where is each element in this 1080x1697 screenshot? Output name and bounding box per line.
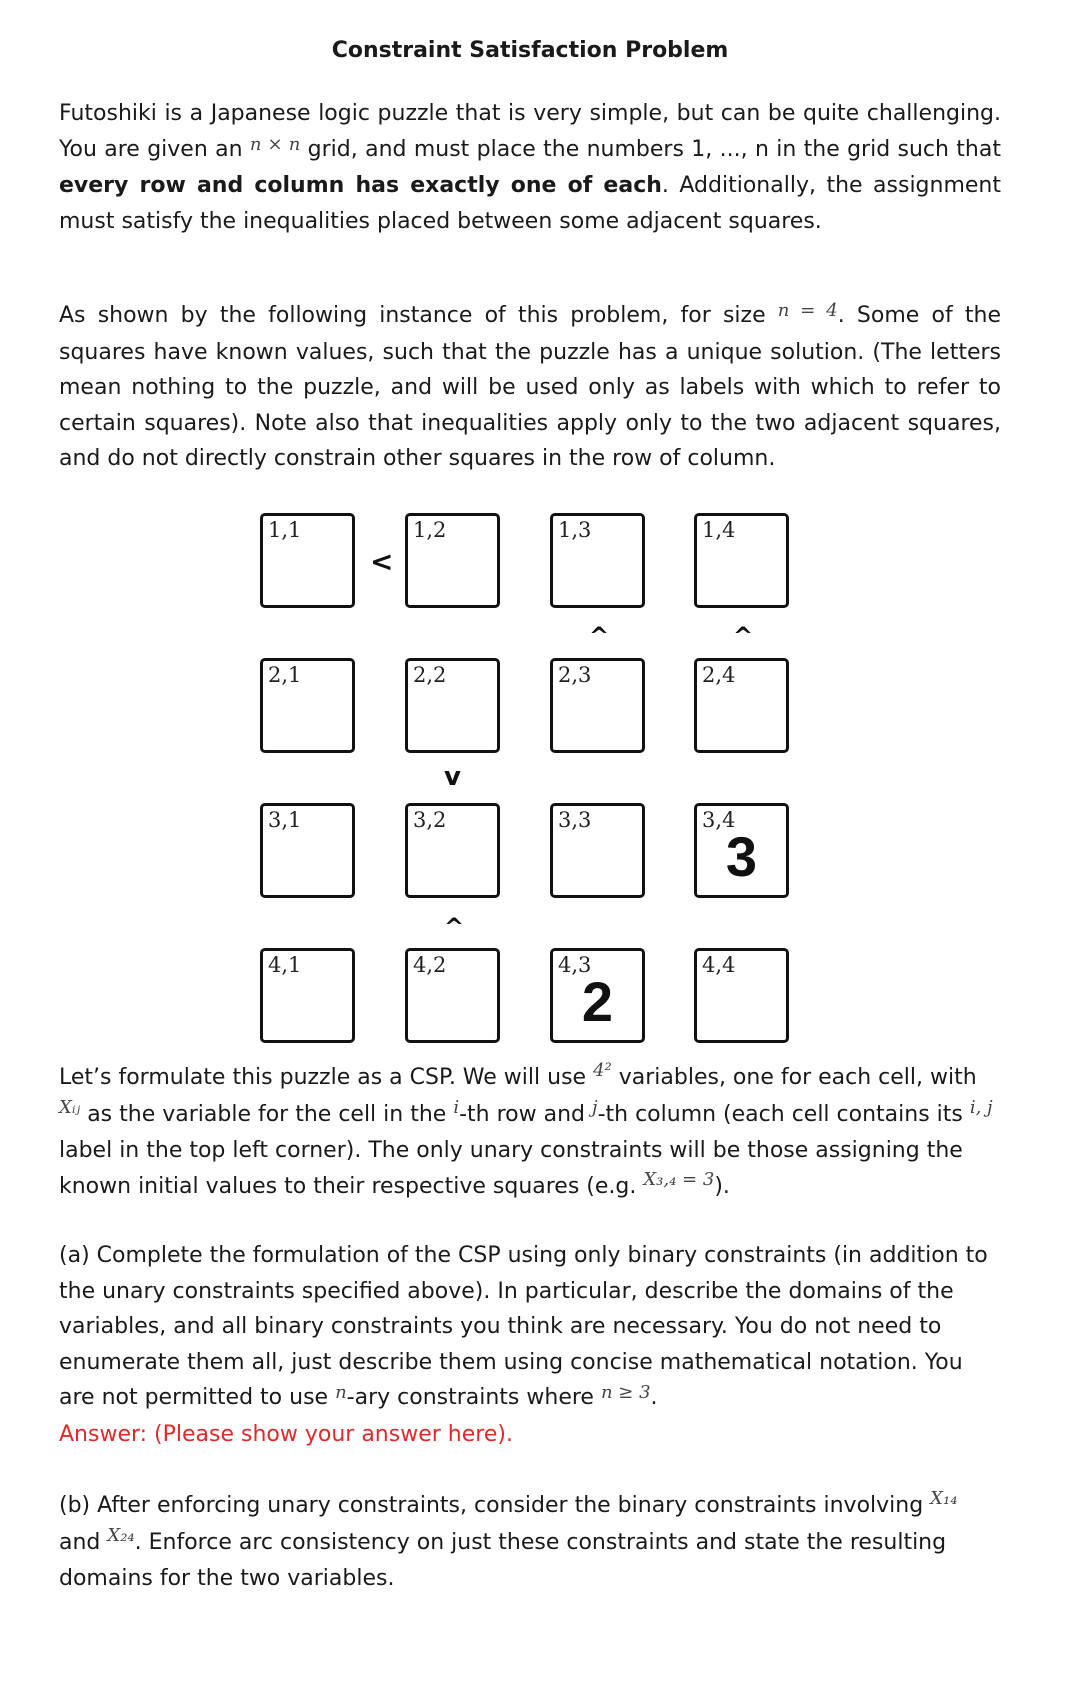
formulation-text-3: as the variable for the cell in the: [80, 1101, 454, 1127]
math-j: j: [591, 1096, 598, 1118]
cell-label: 3,1: [268, 808, 302, 832]
cell-label: 4,4: [702, 953, 736, 977]
grid-cell[interactable]: [260, 658, 355, 753]
formulation-text-2: variables, one for each cell, with: [611, 1065, 977, 1090]
math-x24: X₂₄: [107, 1524, 135, 1546]
grid-cell[interactable]: [550, 513, 645, 608]
math-i-j: i, j: [969, 1096, 993, 1118]
cell-label: 1,4: [702, 518, 736, 542]
part-b-text-2: and: [59, 1529, 108, 1555]
intro-bold-rule: every row and column has exactly one of each: [59, 173, 662, 198]
grid-cell[interactable]: [694, 803, 789, 898]
inequality-up-caret: ^: [733, 622, 754, 650]
part-a-text-2: -ary constraints where: [346, 1385, 601, 1410]
formulation-text-1: Let’s formulate this puzzle as a CSP. We will use: [59, 1065, 594, 1090]
grid-cell[interactable]: [405, 658, 500, 753]
cell-label: 3,3: [558, 808, 592, 832]
cell-label: 1,2: [413, 518, 447, 542]
instance-text-2: . Some of the squares have known values, such that the puzzle has a unique solution. (The letters mean nothing to the puzzle, and will be used only as labels with which to refer to certain squares). Note also that inequalities apply only to the two adjacent squares, and do not directly constrain other squares in the row of column.: [59, 303, 1001, 471]
instance-text-1: As shown by the following instance of this problem, for size: [59, 303, 778, 328]
grid-cell[interactable]: [694, 658, 789, 753]
math-x-ij: Xᵢⱼ: [59, 1096, 81, 1118]
math-x34-equals-3: X₃,₄ = 3: [643, 1168, 715, 1190]
grid-cell[interactable]: [550, 803, 645, 898]
cell-value: 2: [581, 970, 614, 1033]
part-b-text-3: . Enforce arc consistency on just these constraints and state the resulting domains for the two variables.: [59, 1529, 947, 1591]
cell-label: 2,1: [268, 663, 302, 687]
cell-value: 3: [725, 825, 758, 888]
part-a-paragraph: [59, 1238, 1001, 1452]
grid-cell[interactable]: [260, 948, 355, 1043]
math-4-squared: 4²: [593, 1060, 612, 1081]
page-title: Constraint Satisfaction Problem: [331, 38, 729, 63]
intro-text-3: . Additionally, the assignment must satisfy the inequalities placed between some adjacent squares.: [59, 173, 1001, 234]
grid-cell[interactable]: [260, 803, 355, 898]
part-b-text-1: (b) After enforcing unary constraints, consider the binary constraints involving: [59, 1493, 931, 1518]
formulation-paragraph: [59, 1060, 1001, 1205]
grid-cell[interactable]: [550, 658, 645, 753]
cell-label: 4,1: [268, 953, 302, 977]
grid-cell[interactable]: [260, 513, 355, 608]
part-a-text-3: .: [650, 1385, 658, 1410]
inequality-up-caret: ^: [589, 622, 610, 650]
cell-label: 3,2: [413, 808, 447, 832]
math-n-equals-4: n = 4: [777, 300, 838, 321]
math-x14: X₁₄: [930, 1488, 958, 1509]
answer-placeholder: Answer: (Please show your answer here).: [59, 1421, 513, 1447]
part-a-text-1: (a) Complete the formulation of the CSP using only binary constraints (in addition to the unary constraints specified above). In particular, describe the domains of the variables, and all binary constraints you think are necessary. You do not need to enumerate them all, just describe them using concise mathematical notation. You are not permitted to use: [59, 1243, 988, 1410]
part-b-paragraph: [59, 1488, 1001, 1597]
math-n-by-n: n × n: [249, 133, 301, 155]
cell-label: 2,3: [558, 663, 592, 687]
math-i: i: [453, 1096, 460, 1118]
intro-text-1: Futoshiki is a Japanese logic puzzle that is very simple, but can be quite challenging. You are given an: [59, 101, 1001, 162]
cell-label: 3,4: [702, 808, 736, 832]
cell-label: 4,2: [413, 953, 447, 977]
instance-paragraph: [59, 298, 1001, 477]
inequality-up-caret: ^: [444, 913, 465, 941]
grid-cell[interactable]: [694, 513, 789, 608]
formulation-text-6: label in the top left corner). The only unary constraints will be those assigning the known initial values to their respective squares (e.g.: [59, 1138, 963, 1199]
inequality-less-than: <: [370, 545, 394, 578]
intro-paragraph: [59, 96, 1001, 239]
formulation-text-4: -th row and: [459, 1101, 592, 1127]
grid-cell[interactable]: [405, 948, 500, 1043]
cell-label: 1,3: [558, 518, 592, 542]
math-n-geq-3: n ≥ 3: [600, 1382, 651, 1403]
cell-label: 1,1: [268, 518, 302, 542]
grid-cell[interactable]: [550, 948, 645, 1043]
grid-cell[interactable]: [405, 513, 500, 608]
grid-cell[interactable]: [405, 803, 500, 898]
cell-label: 4,3: [558, 953, 592, 977]
formulation-text-7: ).: [714, 1173, 730, 1199]
cell-label: 2,4: [702, 663, 736, 687]
grid-cell[interactable]: [694, 948, 789, 1043]
math-n: n: [335, 1382, 347, 1403]
formulation-text-5: -th column (each cell contains its: [597, 1101, 970, 1127]
intro-text-2: grid, and must place the numbers 1, ..., n in the grid such that: [300, 136, 1001, 162]
inequality-down-caret: v: [444, 762, 461, 792]
cell-label: 2,2: [413, 663, 447, 687]
